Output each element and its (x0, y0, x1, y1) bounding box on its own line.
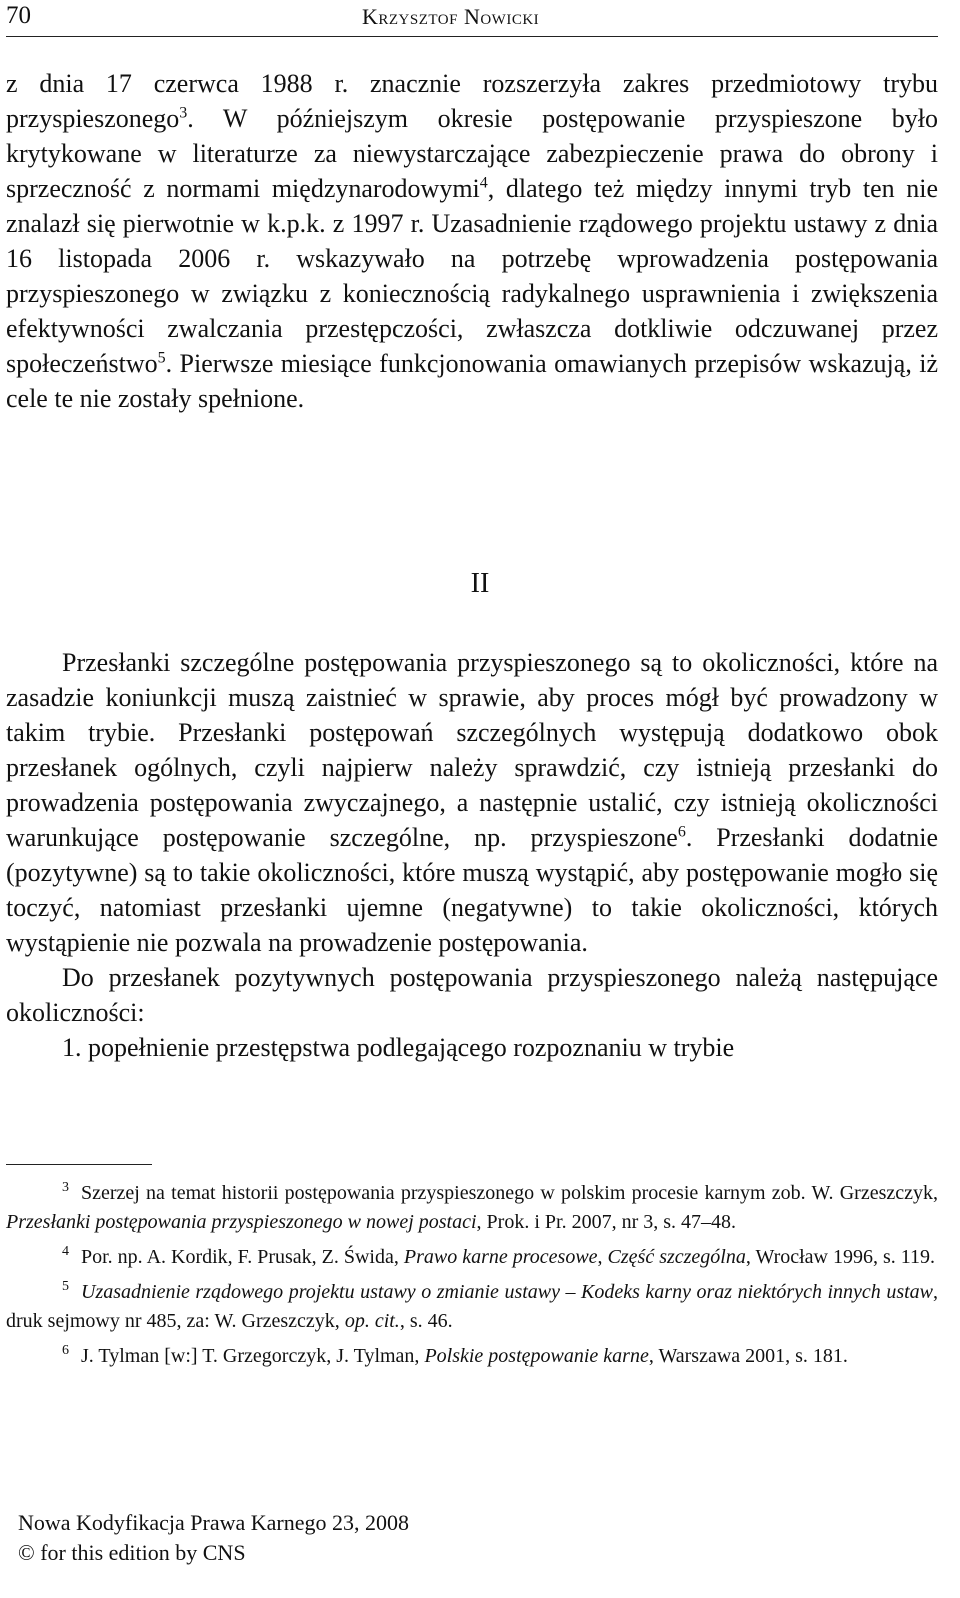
running-head-author: Krzysztof Nowicki (362, 4, 540, 29)
body-paragraph-1 (6, 66, 938, 416)
footnote-6 (6, 1342, 938, 1371)
footnote-text: , Warszawa 2001, s. 181. (648, 1345, 848, 1367)
body-section-2 (6, 645, 938, 1065)
footnote-ref-5[interactable]: 5 (157, 349, 166, 367)
footnote-number: 4 (62, 1244, 69, 1260)
footnote-text: , Wrocław 1996, s. 119. (745, 1246, 936, 1268)
body-paragraph-3: Do przesłanek pozytywnych postępowania przyspieszonego należą następujące okoliczności: (6, 963, 938, 1027)
text-run: z dnia 17 czerwca 1988 r. znacznie rozszerzyła zakres przedmiotowy trybu przyspieszonego (6, 69, 938, 133)
footnote-number: 5 (62, 1279, 69, 1295)
text-run: , dlatego też między innymi tryb ten nie znalazł się pierwotnie w k.p.k. z 1997 r. Uzasadnienie rządowego projektu ustawy z dnia 16 listopada 2006 r. wskazywało na potrzebę wprowadzenia postępowania przyspieszonego w związku z koniecznością radykalnego usprawnienia i zwiększenia efektywności zwalczania przestępczości, zwłaszcza dotkliwie odczuwanej przez społeczeństwo (6, 174, 938, 378)
footnote-3 (6, 1179, 938, 1237)
footnote-text: Por. np. A. Kordik, F. Prusak, Z. Świda, (81, 1246, 404, 1268)
footnote-title: op. cit. (344, 1310, 400, 1332)
footnote-title: Część szczególna (607, 1246, 746, 1268)
footnote-4 (6, 1243, 938, 1272)
footnote-text: , druk sejmowy nr 485, za: W. Grzeszczyk, (6, 1281, 938, 1332)
footnote-title: Prawo karne procesowe (403, 1246, 598, 1268)
footnote-number: 3 (62, 1180, 69, 1196)
text-run: . Przesłanki dodatnie (pozytywne) są to takie okoliczności, które muszą wystąpić, aby postępowanie mogło się toczyć, natomiast przesłanki ujemne (negatywne) to takie okoliczności, których wystąpienie nie pozwala na prowadzenie postępowania. (6, 823, 938, 957)
footnote-text: , s. 46. (399, 1310, 453, 1332)
page-header (6, 0, 938, 37)
footnote-ref-3[interactable]: 3 (179, 104, 188, 122)
footnote-ref-4[interactable]: 4 (479, 174, 488, 192)
footnote-ref-6[interactable]: 6 (677, 823, 686, 841)
text-run: Przesłanki szczególne postępowania przyspieszonego są to okoliczności, które na zasadzie koniunkcji muszą zaistnieć w sprawie, aby proces mógł być prowadzony w takim trybie. Przesłanki postępowań szczególnych występują dodatkowo obok przesłanek ogólnych, czyli najpierw należy sprawdzić, czy istnieją przesłanki do prowadzenia postępowania zwyczajnego, a następnie ustalić, czy istnieją okoliczności warunkujące postępowanie szczególne, np. przyspieszone (6, 648, 938, 852)
footnote-text: Szerzej na temat historii postępowania przyspieszonego w polskim procesie karnym zob. W. Grzeszczyk, (81, 1182, 938, 1204)
footnotes (6, 1179, 938, 1377)
footnote-title: Uzasadnienie rządowego projektu ustawy o zmianie ustawy – Kodeks karny oraz niektórych innych ustaw (81, 1281, 933, 1303)
footnote-text: J. Tylman [w:] T. Grzegorczyk, J. Tylman, (81, 1345, 425, 1367)
footnote-number: 6 (62, 1343, 69, 1359)
copyright-notice: © for this edition by CNS (18, 1540, 246, 1565)
page-number: 70 (6, 2, 31, 29)
body-paragraph-2 (6, 645, 938, 960)
page-footer (18, 1508, 409, 1568)
footnote-title: Polskie postępowanie karne (424, 1345, 649, 1367)
text-run: . Pierwsze miesiące funkcjonowania omawianych przepisów wskazują, iż cele te nie zostały spełnione. (6, 349, 938, 413)
journal-citation: Nowa Kodyfikacja Prawa Karnego 23, 2008 (18, 1510, 409, 1535)
text-run: . W późniejszym okresie postępowanie przyspieszone było krytykowane w literaturze za niewystarczające zabezpieczenie prawa do obrony i sprzeczność z normami międzynarodowymi (6, 104, 938, 203)
section-heading: II (470, 568, 490, 599)
footnote-5 (6, 1278, 938, 1336)
footnote-divider (6, 1164, 152, 1165)
footnote-text: , Prok. i Pr. 2007, nr 3, s. 47–48. (476, 1211, 737, 1233)
footnote-text: , (597, 1246, 608, 1268)
list-item-1: 1. popełnienie przestępstwa podlegającego rozpoznaniu w trybie (62, 1033, 735, 1062)
footnote-title: Przesłanki postępowania przyspieszonego w nowej postaci (6, 1211, 477, 1233)
